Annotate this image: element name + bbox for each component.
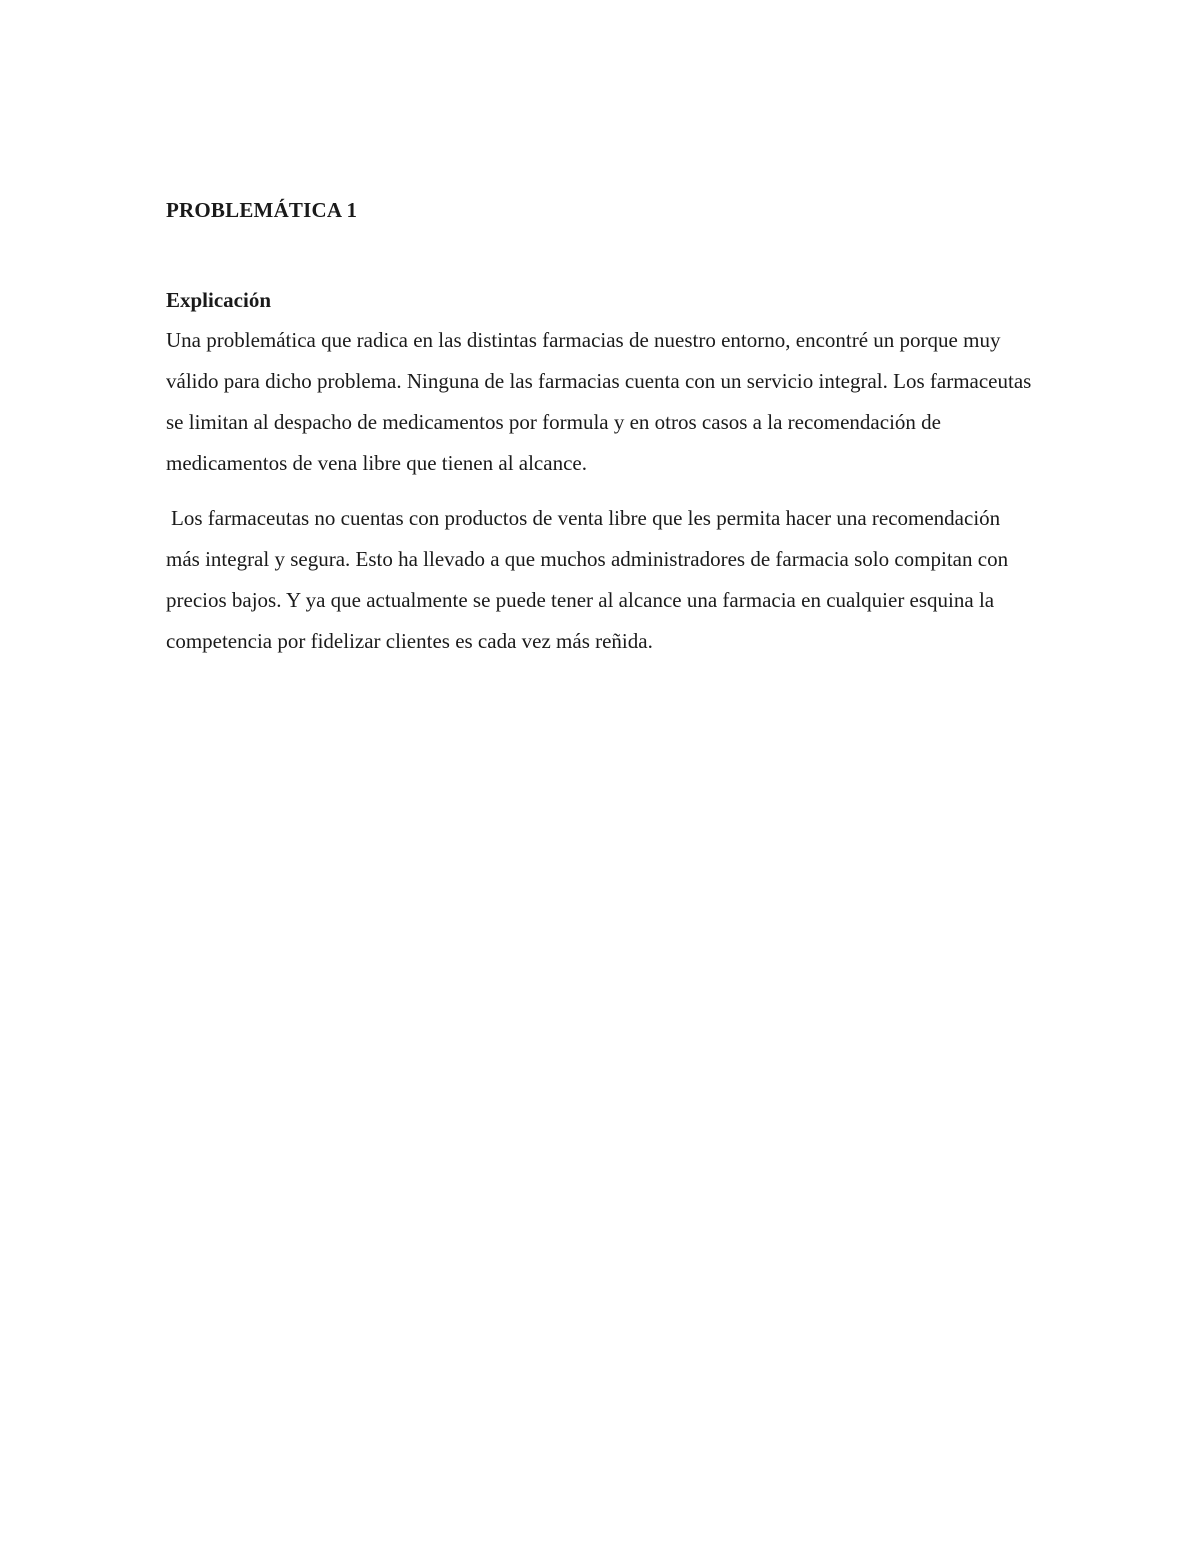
document-title: PROBLEMÁTICA 1 xyxy=(166,198,358,222)
paragraph-2: Los farmaceutas no cuentas con productos de venta libre que les permita hacer una recomendación más integral y segura. Esto ha llevado a que muchos administradores de farmacia solo compitan con precios bajos. Y ya que actualmente se puede tener al alcance una farmacia en cualquier esquina la competencia por fidelizar clientes es cada vez más reñida. xyxy=(166,506,1009,653)
section-heading: Explicación xyxy=(166,288,272,312)
paragraph-1: Una problemática que radica en las distintas farmacias de nuestro entorno, encontré un porque muy válido para dicho problema. Ninguna de las farmacias cuenta con un servicio integral. Los farmaceutas se limitan al despacho de medicamentos por formula y en otros casos a la recomendación de medicamentos de vena libre que tienen al alcance. xyxy=(166,328,1032,475)
document-body xyxy=(166,193,1036,662)
